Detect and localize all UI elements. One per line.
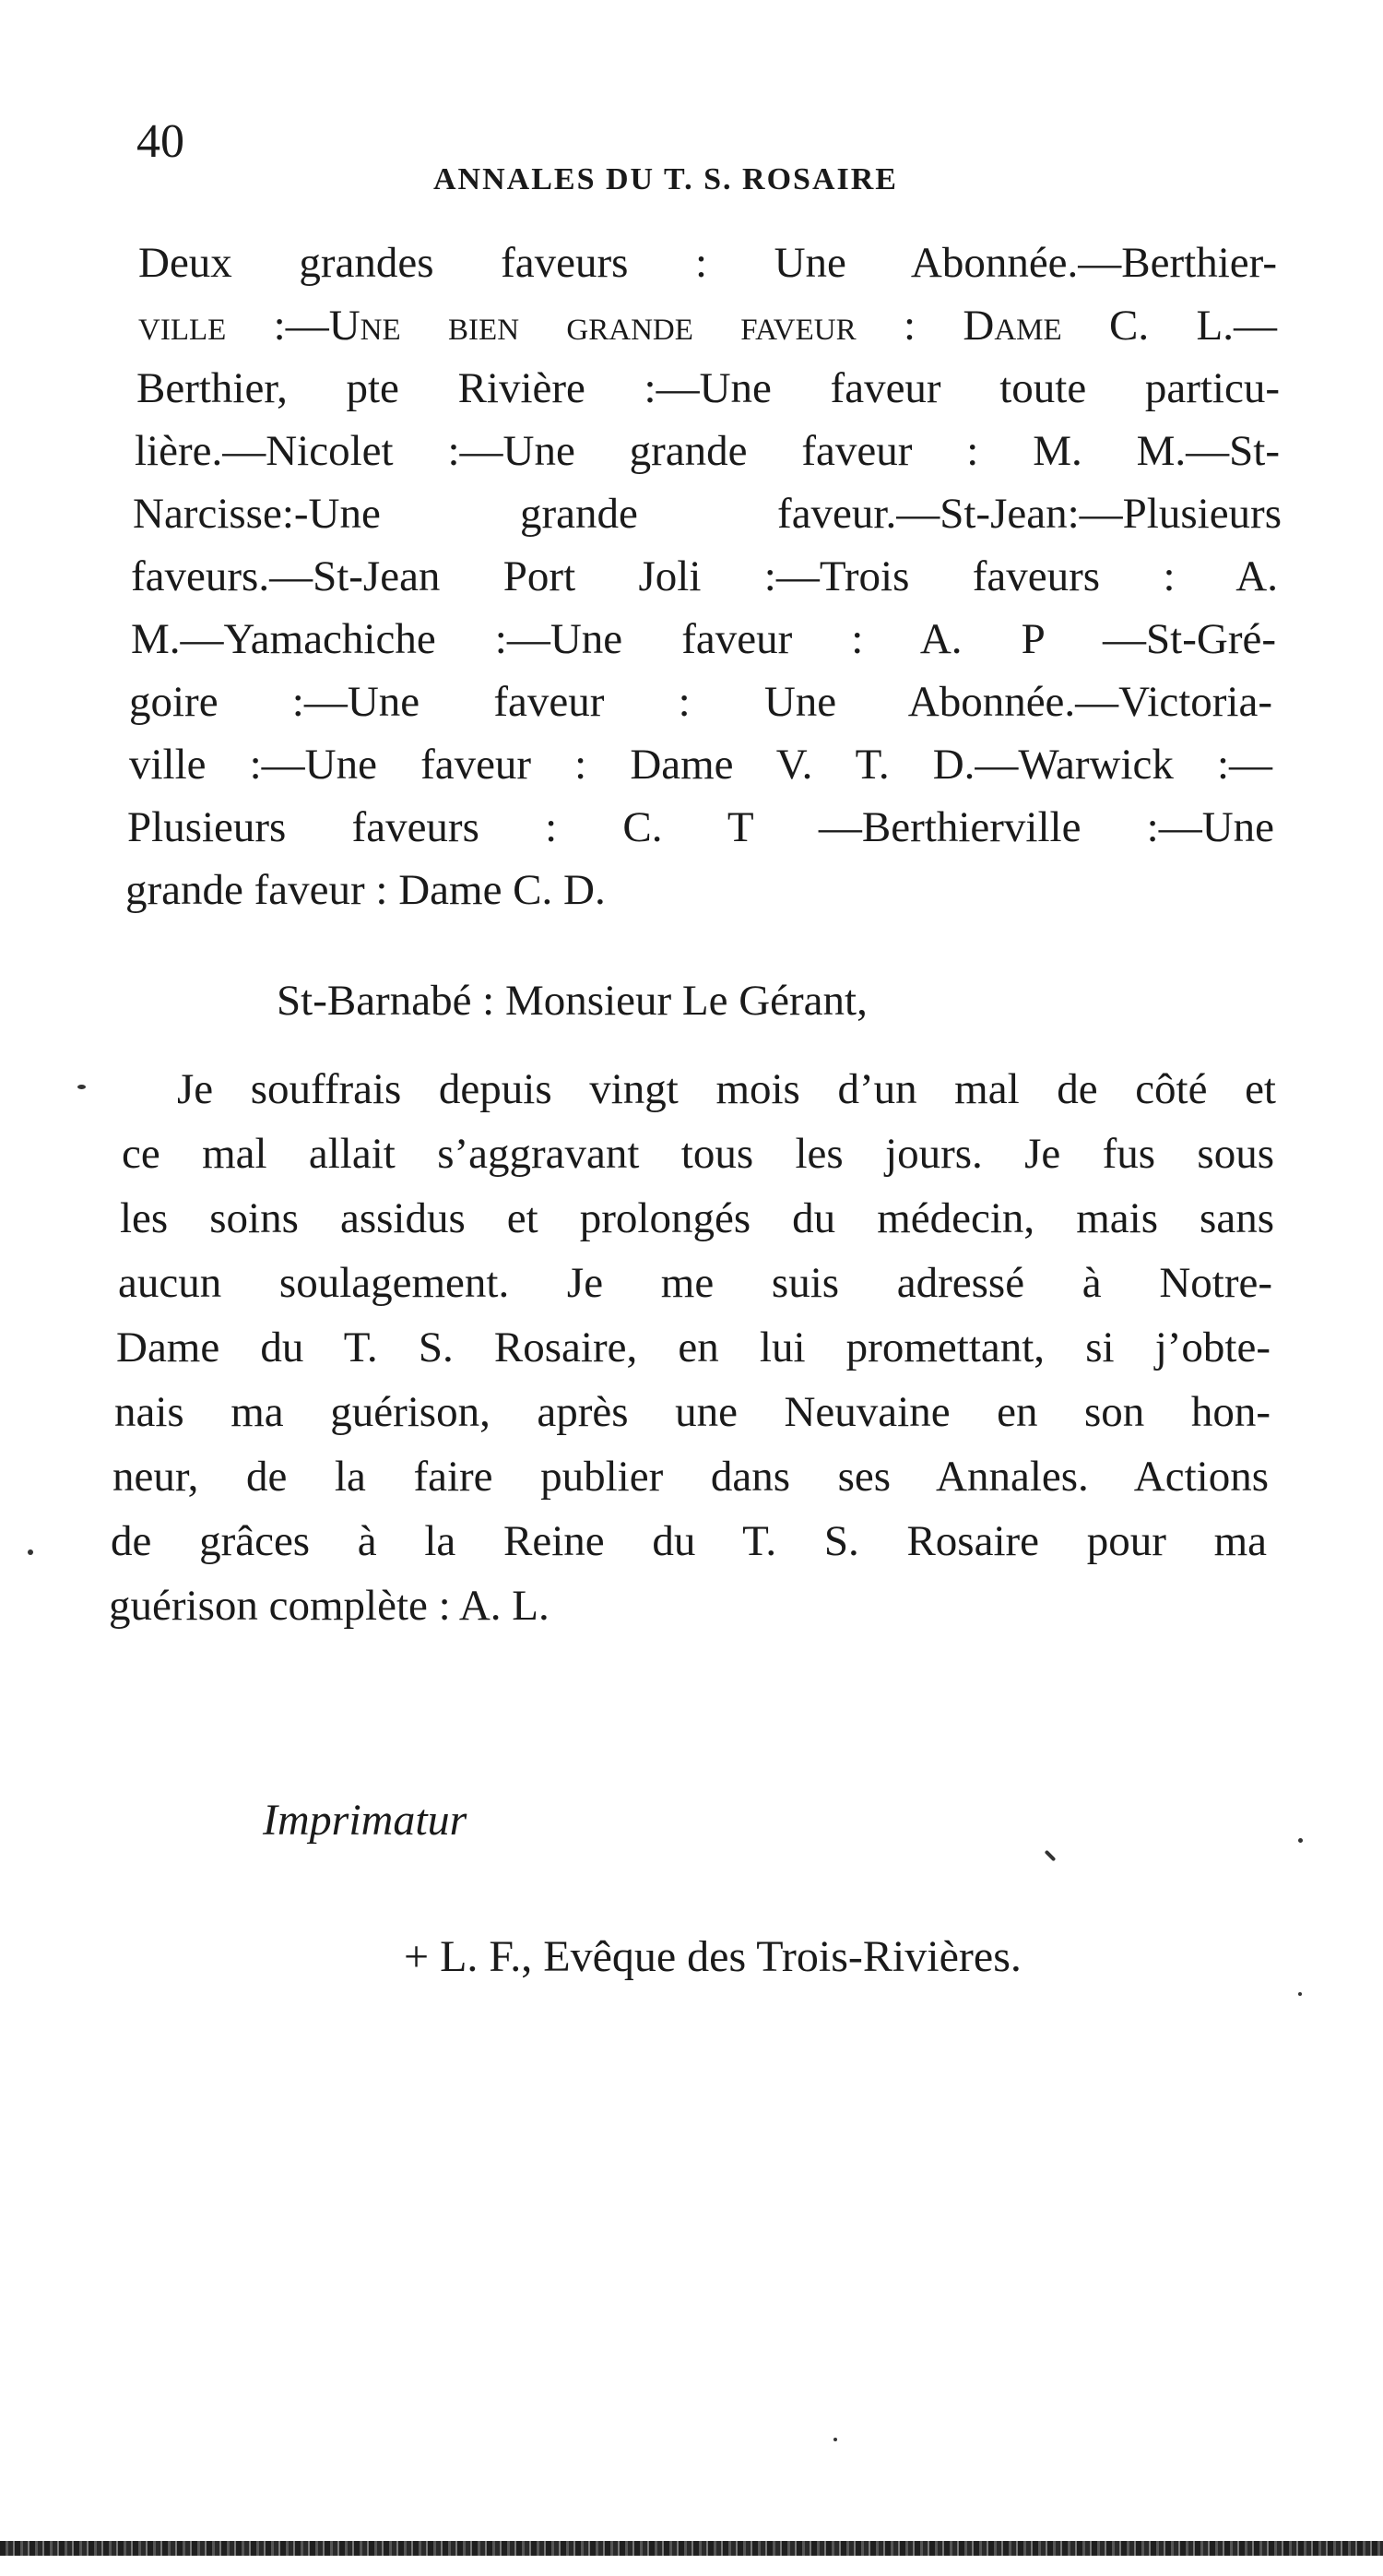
running-head: ANNALES DU T. S. ROSAIRE <box>433 162 898 196</box>
text-line: goire :—Une faveur : Une Abonnée.—Victoria- <box>129 678 1272 726</box>
letter-heading: St-Barnabé : Monsieur Le Gérant, <box>277 977 868 1025</box>
text-line: M.—Yamachiche :—Une faveur : A. P —St-Gré- <box>131 615 1276 663</box>
text-line: ville :—Une bien grande faveur : Dame C. L.— <box>138 302 1277 350</box>
text-line: Plusieurs faveurs : C. T —Berthierville :—Une <box>127 803 1274 851</box>
imprimatur: Imprimatur <box>263 1796 467 1845</box>
text-line: de grâces à la Reine du T. S. Rosaire pour ma <box>111 1517 1267 1565</box>
text-line: aucun soulagement. Je me suis adressé à Notre- <box>118 1259 1272 1307</box>
text-line: Deux grandes faveurs : Une Abonnée.—Berthier- <box>138 239 1277 287</box>
ink-speck <box>1298 1838 1303 1843</box>
ink-speck <box>833 2438 837 2441</box>
text-line: Dame du T. S. Rosaire, en lui promettant, si j’obte- <box>116 1324 1271 1371</box>
page-number: 40 <box>136 115 184 168</box>
text-line: neur, de la faire publier dans ses Annales. Actions <box>112 1453 1269 1501</box>
text-line: ce mal allait s’aggravant tous les jours. Je fus sous <box>122 1130 1274 1178</box>
ink-speck <box>77 1085 86 1089</box>
ink-speck <box>1045 1850 1057 1862</box>
text-line: guérison complète : A. L. <box>109 1582 550 1630</box>
bishop-signature: + L. F., Evêque des Trois-Rivières. <box>404 1932 1022 1981</box>
text-line: grande faveur : Dame C. D. <box>125 866 606 914</box>
text-line: ville :—Une faveur : Dame V. T. D.—Warwick :— <box>129 741 1272 789</box>
text-line: les soins assidus et prolongés du médecin, mais sans <box>120 1194 1274 1242</box>
ink-speck <box>1298 1992 1302 1996</box>
ink-speck <box>28 1549 33 1555</box>
bottom-rule <box>0 2541 1383 2556</box>
text-line: Narcisse:-Une grande faveur.—St-Jean:—Plusieurs <box>133 490 1282 538</box>
text-line: faveurs.—St-Jean Port Joli :—Trois faveurs : A. <box>131 552 1278 600</box>
text-line: Je souffrais depuis vingt mois d’un mal de côté et <box>177 1065 1276 1113</box>
text-line: lière.—Nicolet :—Une grande faveur : M. M.—St- <box>135 427 1280 475</box>
text-line: Berthier, pte Rivière :—Une faveur toute particu- <box>136 364 1280 412</box>
text-line: nais ma guérison, après une Neuvaine en son hon- <box>114 1388 1271 1436</box>
